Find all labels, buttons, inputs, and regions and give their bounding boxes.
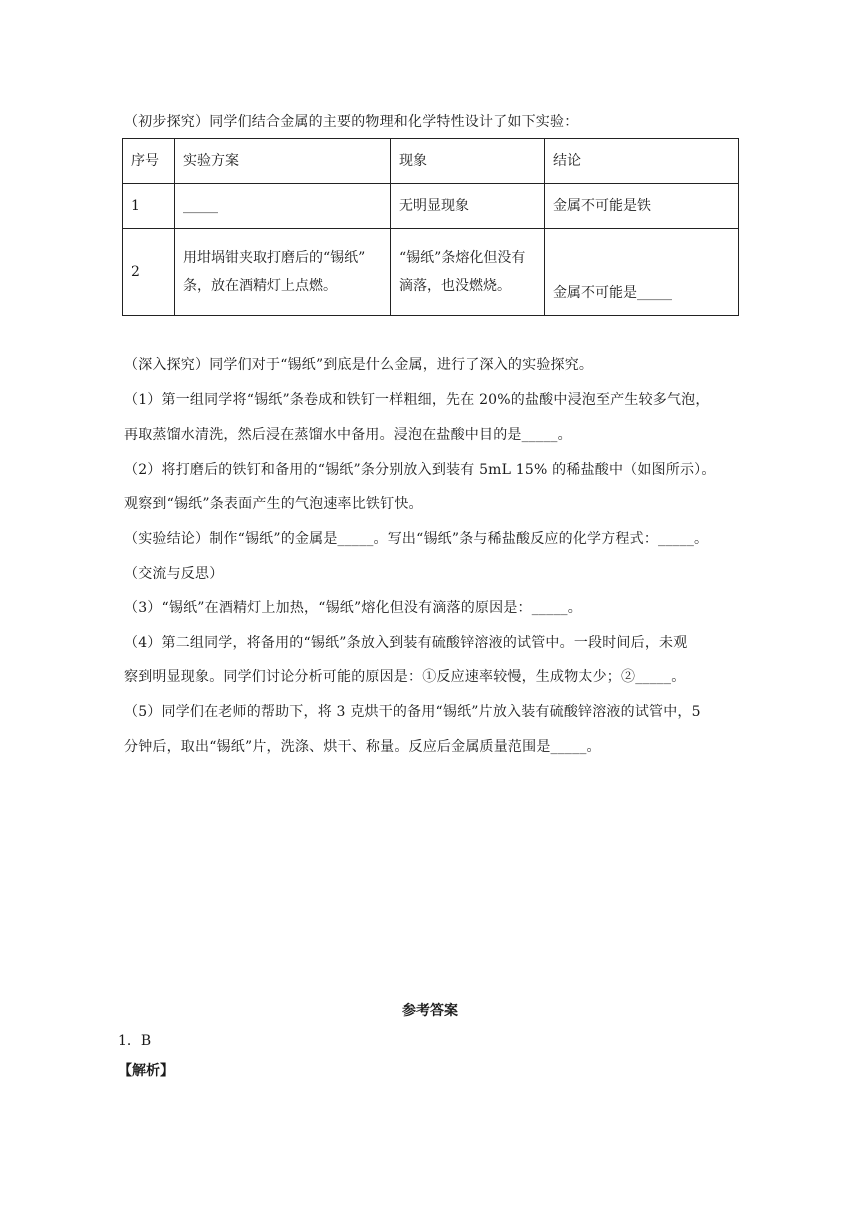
paragraph-line: （5）同学们在老师的帮助下，将 3 克烘干的备用“锡纸”片放入装有硫酸锌溶液的试管中，5	[124, 704, 701, 720]
paragraph-line: （1）第一组同学将“锡纸”条卷成和铁钉一样粗细，先在 20%的盐酸中浸泡至产生较多气泡，	[124, 392, 710, 408]
paragraph-line: （深入探究）同学们对于“锡纸”到底是什么金属，进行了深入的实验探究。	[124, 357, 594, 373]
row2-observation-line2: 滴落，也没燃烧。	[399, 278, 511, 294]
answers-title: 参考答案	[402, 1003, 458, 1019]
paragraph-line: 观察到“锡纸”条表面产生的气泡速率比铁钉快。	[124, 496, 423, 512]
row2-no: 2	[123, 229, 175, 316]
paragraph-line: （4）第二组同学，将备用的“锡纸”条放入到装有硫酸锌溶液的试管中。一段时间后，未观	[124, 635, 688, 651]
row2-observation	[391, 229, 545, 316]
paragraph-line: 再取蒸馏水清洗，然后浸在蒸馏水中备用。浸泡在盐酸中目的是_____。	[124, 427, 572, 443]
header-plan: 实验方案	[175, 139, 391, 184]
row2-plan-line2: 条，放在酒精灯上点燃。	[183, 278, 337, 294]
row2-observation-line1: “锡纸”条熔化但没有	[399, 250, 526, 266]
row1-no: 1	[123, 184, 175, 229]
header-observation: 现象	[391, 139, 545, 184]
paragraph-line: 分钟后，取出“锡纸”片，洗涤、烘干、称量。反应后金属质量范围是_____。	[124, 739, 601, 755]
row2-conclusion: 金属不可能是_____	[545, 229, 739, 316]
row2-plan	[175, 229, 391, 316]
paragraph-line: 察到明显现象。同学们讨论分析可能的原因是：①反应速率较慢，生成物太少；②_____。	[124, 669, 686, 685]
answer-item-1: 1．B	[118, 1033, 152, 1049]
row1-plan: _____	[175, 184, 391, 229]
paragraph-line: （实验结论）制作“锡纸”的金属是_____。写出“锡纸”条与稀盐酸反应的化学方程式：_____。	[124, 531, 709, 547]
table-row	[123, 229, 739, 316]
header-conclusion: 结论	[545, 139, 739, 184]
header-no: 序号	[123, 139, 175, 184]
table-row	[123, 184, 739, 229]
experiment-table	[122, 138, 739, 316]
paragraph-line: （2）将打磨后的铁钉和备用的“锡纸”条分别放入到装有 5mL 15% 的稀盐酸中（如图所示）。	[124, 462, 716, 478]
row2-plan-line1: 用坩埚钳夹取打磨后的“锡纸”	[183, 250, 366, 266]
row1-conclusion: 金属不可能是铁	[545, 184, 739, 229]
table-header-row	[123, 139, 739, 184]
row1-observation: 无明显现象	[391, 184, 545, 229]
paragraph-line: （交流与反思）	[124, 566, 224, 582]
analysis-label: 【解析】	[118, 1063, 174, 1079]
intro-text: （初步探究）同学们结合金属的主要的物理和化学特性设计了如下实验：	[124, 114, 579, 130]
paragraph-line: （3）“锡纸”在酒精灯上加热，“锡纸”熔化但没有滴落的原因是：_____。	[124, 600, 582, 616]
